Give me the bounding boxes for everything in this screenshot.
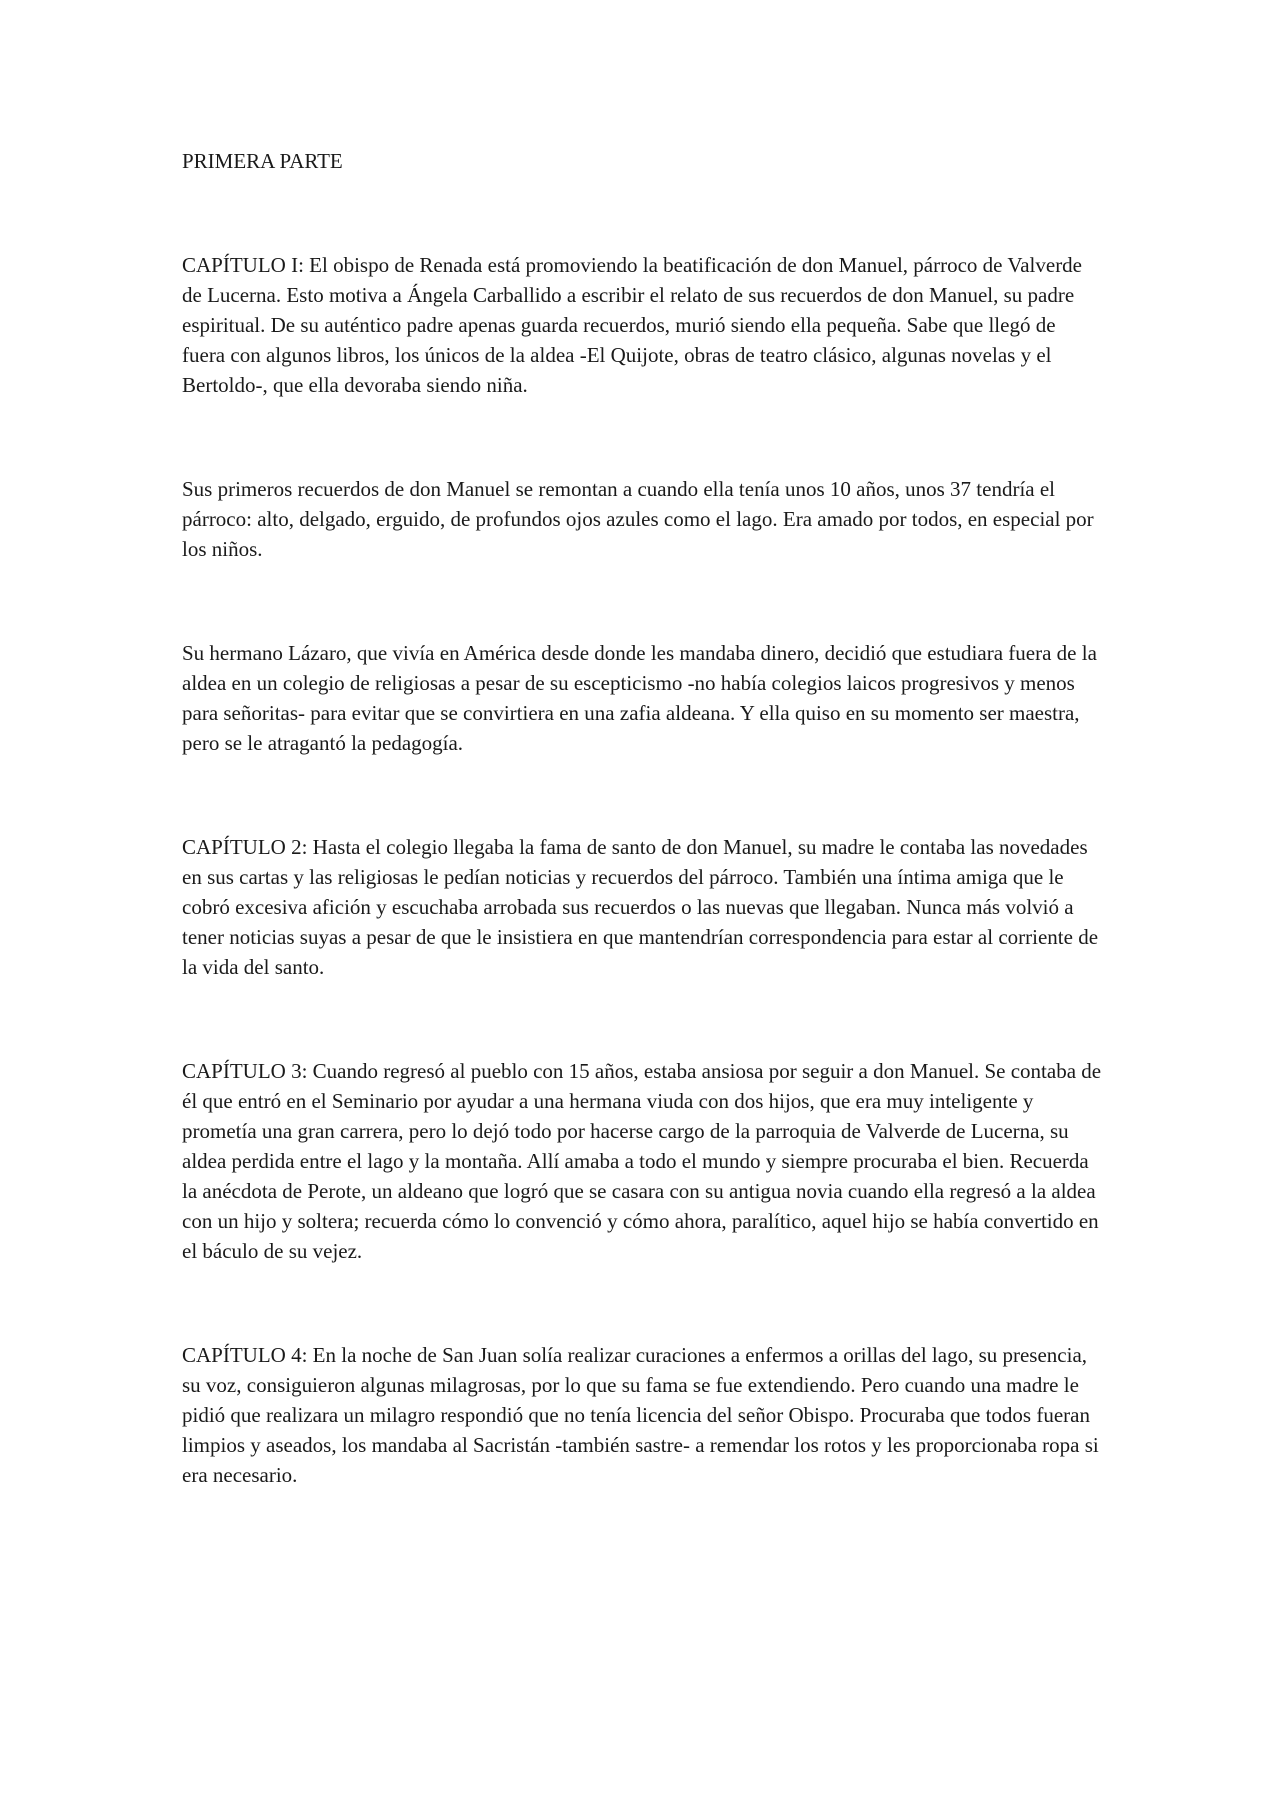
paragraph-brother-lazaro: Su hermano Lázaro, que vivía en América desde donde les mandaba dinero, decidió que estudiara fuera de la aldea en un colegio de religiosas a pesar de su escepticismo -no había colegios laicos progresivos y menos para señoritas- para evitar que se convirtiera en una zafia aldeana. Y ella quiso en su momento ser maestra, pero se le atragantó la pedagogía. [182,641,1097,755]
paragraph-chapter-2: CAPÍTULO 2: Hasta el colegio llegaba la fama de santo de don Manuel, su madre le contaba las novedades en sus cartas y las religiosas le pedían noticias y recuerdos del párroco. También una íntima amiga que le cobró excesiva afición y escuchaba arrobada sus recuerdos o las nuevas que llegaban. Nunca más volvió a tener noticias suyas a pesar de que le insistiera en que mantendrían correspondencia para estar al corriente de la vida del santo. [182,835,1099,979]
paragraph-chapter-1-intro: CAPÍTULO I: El obispo de Renada está promoviendo la beatificación de don Manuel, párroco de Valverde de Lucerna. Esto motiva a Ángela Carballido a escribir el relato de sus recuerdos de don Manuel, su padre espiritual. De su auténtico padre apenas guarda recuerdos, murió siendo ella pequeña. Sabe que llegó de fuera con algunos libros, los únicos de la aldea -El Quijote, obras de teatro clásico, algunas novelas y el Bertoldo-, que ella devoraba siendo niña. [182,253,1083,397]
document-body [182,146,1102,1490]
part-title: PRIMERA PARTE [182,149,343,173]
paragraph-chapter-3: CAPÍTULO 3: Cuando regresó al pueblo con 15 años, estaba ansiosa por seguir a don Manuel. Se contaba de él que entró en el Seminario por ayudar a una hermana viuda con dos hijos, que era muy inteligente y prometía una gran carrera, pero lo dejó todo por hacerse cargo de la parroquia de Valverde de Lucerna, su aldea perdida entre el lago y la montaña. Allí amaba a todo el mundo y siempre procuraba el bien. Recuerda la anécdota de Perote, un aldeano que logró que se casara con su antigua novia cuando ella regresó a la aldea con un hijo y soltera; recuerda cómo lo convenció y cómo ahora, paralítico, aquel hijo se había convertido en el báculo de su vejez. [182,1059,1102,1263]
paragraph-chapter-4: CAPÍTULO 4: En la noche de San Juan solía realizar curaciones a enfermos a orillas del lago, su presencia, su voz, consiguieron algunas milagrosas, por lo que su fama se fue extendiendo. Pero cuando una madre le pidió que realizara un milagro respondió que no tenía licencia del señor Obispo. Procuraba que todos fueran limpios y aseados, los mandaba al Sacristán -también sastre- a remendar los rotos y les proporcionaba ropa si era necesario. [182,1343,1099,1487]
paragraph-first-memories: Sus primeros recuerdos de don Manuel se remontan a cuando ella tenía unos 10 años, unos 37 tendría el párroco: alto, delgado, erguido, de profundos ojos azules como el lago. Era amado por todos, en especial por los niños. [182,477,1094,561]
